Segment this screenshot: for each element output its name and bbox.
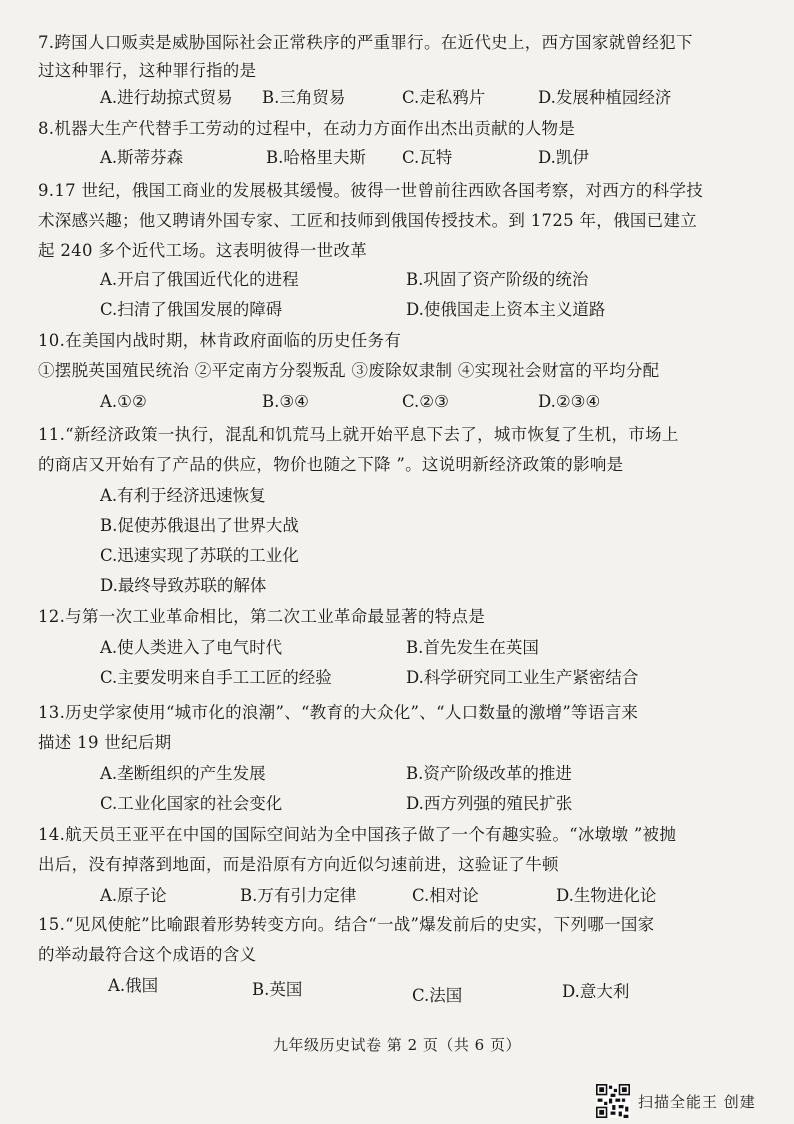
question-11-option-d: D.最终导致苏联的解体 (100, 576, 267, 595)
question-9-option-b: B.巩固了资产阶级的统治 (406, 270, 589, 289)
question-14-stem-line-2: 出后，没有掉落到地面，而是沿原有方向近似匀速前进，这验证了牛顿 (38, 855, 559, 874)
question-14-option-c: C.相对论 (412, 886, 479, 905)
question-7-stem-line-2: 过这种罪行，这种罪行指的是 (38, 61, 257, 80)
question-11-stem-line-2: 的商店又开始有了产品的供应，物价也随之下降 ”。这说明新经济政策的影响是 (38, 455, 624, 474)
question-8-stem-line-1: 8.机器大生产代替手工劳动的过程中，在动力方面作出杰出贡献的人物是 (38, 119, 576, 138)
question-15-stem-line-2: 的举动最符合这个成语的含义 (38, 945, 257, 964)
question-9-option-d: D.使俄国走上资本主义道路 (406, 300, 606, 319)
question-9-stem-line-1: 9.17 世纪，俄国工商业的发展极其缓慢。彼得一世曾前往西欧各国考察，对西方的科学技 (38, 181, 704, 200)
question-13-option-c: C.工业化国家的社会变化 (100, 794, 283, 813)
question-9-stem-line-2: 术深感兴趣；他又聘请外国专家、工匠和技师到俄国传授技术。到 1725 年，俄国已建立 (38, 211, 698, 230)
question-13-option-b: B.资产阶级改革的推进 (406, 764, 572, 783)
question-10-stem-line-1: 10.在美国内战时期，林肯政府面临的历史任务有 (38, 331, 402, 350)
question-7-option-d: D.发展种植园经济 (538, 88, 672, 107)
qr-code-icon (596, 1084, 630, 1118)
question-12-option-c: C.主要发明来自手工工匠的经验 (100, 668, 332, 687)
question-11-option-c: C.迅速实现了苏联的工业化 (100, 546, 299, 565)
page-footer: 九年级历史试卷 第 2 页（共 6 页） (273, 1036, 521, 1054)
question-10-option-c: C.②③ (402, 392, 449, 411)
question-10-option-b: B.③④ (262, 392, 309, 411)
question-15-option-b: B.英国 (252, 980, 303, 999)
question-7-stem-line-1: 7.跨国人口贩卖是威胁国际社会正常秩序的严重罪行。在近代史上，西方国家就曾经犯下 (38, 33, 693, 52)
question-9-option-c: C.扫清了俄国发展的障碍 (100, 300, 283, 319)
question-11-option-b: B.促使苏俄退出了世界大战 (100, 516, 299, 535)
question-9-stem-line-3: 起 240 多个近代工场。这表明彼得一世改革 (38, 241, 368, 260)
question-12-option-b: B.首先发生在英国 (406, 638, 539, 657)
question-10-option-d: D.②③④ (538, 392, 601, 411)
question-13-stem-line-1: 13.历史学家使用“城市化的浪潮”、“教育的大众化”、“人口数量的激增”等语言来 (38, 703, 639, 722)
question-14-option-d: D.生物进化论 (556, 886, 657, 905)
question-15-stem-line-1: 15.“见风使舵”比喻跟着形势转变方向。结合“一战”爆发前后的史实，下列哪一国家 (38, 915, 655, 934)
watermark-text: 扫描全能王 创建 (638, 1092, 756, 1111)
question-8-option-b: B.哈格里夫斯 (266, 148, 366, 167)
scanner-watermark (596, 1081, 756, 1121)
question-13-stem-line-2: 描述 19 世纪后期 (38, 733, 172, 752)
question-10-statements: ①摆脱英国殖民统治 ②平定南方分裂叛乱 ③废除奴隶制 ④实现社会财富的平均分配 (38, 361, 660, 380)
question-12-option-d: D.科学研究同工业生产紧密结合 (406, 668, 639, 687)
question-8-option-d: D.凯伊 (538, 148, 589, 167)
question-14-stem-line-1: 14.航天员王亚平在中国的国际空间站为全中国孩子做了一个有趣实验。“冰墩墩 ”被抛 (38, 825, 677, 844)
question-8-option-c: C.瓦特 (402, 148, 453, 167)
question-15-option-c: C.法国 (412, 986, 463, 1005)
question-15-option-a: A.俄国 (108, 976, 159, 995)
question-10-option-a: A.①② (100, 392, 147, 411)
question-9-option-a: A.开启了俄国近代化的进程 (100, 270, 299, 289)
question-8-option-a: A.斯蒂芬森 (100, 148, 184, 167)
question-7-option-b: B.三角贸易 (262, 88, 346, 107)
question-14-option-a: A.原子论 (100, 886, 167, 905)
question-7-option-a: A.进行劫掠式贸易 (100, 88, 233, 107)
question-13-option-a: A.垄断组织的产生发展 (100, 764, 266, 783)
question-12-stem-line-1: 12.与第一次工业革命相比，第二次工业革命最显著的特点是 (38, 607, 486, 626)
question-12-option-a: A.使人类进入了电气时代 (100, 638, 283, 657)
question-14-option-b: B.万有引力定律 (240, 886, 357, 905)
question-7-option-c: C.走私鸦片 (402, 88, 486, 107)
question-11-stem-line-1: 11.“新经济政策一执行，混乱和饥荒马上就开始平息下去了，城市恢复了生机，市场上 (38, 425, 679, 444)
question-11-option-a: A.有利于经济迅速恢复 (100, 486, 266, 505)
question-13-option-d: D.西方列强的殖民扩张 (406, 794, 573, 813)
question-15-option-d: D.意大利 (562, 982, 630, 1001)
